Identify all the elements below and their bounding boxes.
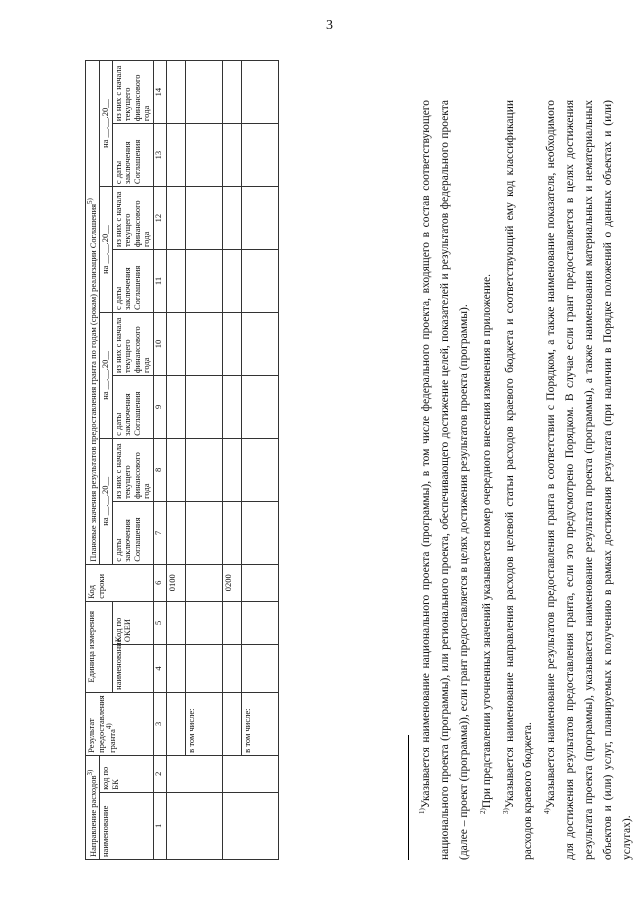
- col-number: 8: [153, 438, 166, 501]
- year-header-4: на __.__.20__: [100, 61, 113, 187]
- col-number: 14: [153, 61, 166, 124]
- footnotes: [408, 100, 637, 860]
- col-number: 5: [153, 601, 166, 644]
- subheader-from-agreement: с даты заключения Соглашения: [112, 124, 153, 187]
- subheader-current-year: из них с начала текущего финансового года: [112, 438, 153, 501]
- subheader-unit-name: наименование: [112, 645, 153, 693]
- header-planned: Плановые значения результатов предоставления гранта по годам (срокам) реализации Соглашения$^{5)}$: [86, 61, 100, 565]
- col-number: 10: [153, 312, 166, 375]
- footnote-divider: [408, 735, 409, 860]
- col-number: 2: [153, 755, 166, 792]
- year-header-3: на __.__.20__: [100, 187, 113, 313]
- table-row: [222, 61, 241, 860]
- header-line-code: Код строки: [86, 564, 154, 601]
- header-direction: Направление расходов$^{3)}$: [86, 755, 100, 859]
- footnote-4: $^{4)}$Указывается наименование результатов предоставления гранта в соответствии с Порядком, а также наименование показателя, необходимого для достижения результатов предоставления гранта, если это предусмотрено Порядком. В случае если грант предоставляется в целях достижения результата проекта (программы), указывается наименование результата проекта (программы), а также наименования материальных и нематериальных объектов и (или) услуг, планируемых к получению в рамках достижения результата (при наличии в Порядке положений о данных объектах и (или) услугах).: [543, 100, 634, 860]
- rotated-content: [85, 60, 634, 860]
- year-header-2: на __.__.20__: [100, 312, 113, 438]
- subheader-kbk: код по БК: [100, 755, 154, 792]
- footnote-1: $^{1)}$Указывается наименование национального проекта (программы), в том числе федерального проекта, входящего в состав соответствующего национального проекта (программы), или регионального проекта, обеспечивающего достижение целей, показателей и результатов федерального проекта (далее – проект (программа)), если грант предоставляется в целях достижения результатов проекта (программы).: [418, 100, 470, 860]
- col-number: 12: [153, 187, 166, 250]
- subheader-current-year: из них с начала текущего финансового года: [112, 312, 153, 375]
- header-unit: Единица измерения: [86, 601, 113, 692]
- line-code-cell: 0100: [166, 564, 185, 601]
- footnote-3: $^{3)}$Указывается наименование направления расходов целевой статьи расходов краевого бюджета и соответствующий ему код классификации расходов краевого бюджета.: [501, 100, 535, 860]
- column-number-row: [153, 61, 166, 860]
- results-table: [85, 60, 279, 860]
- subheader-okei: Код по ОКЕИ: [112, 601, 153, 644]
- col-number: 7: [153, 501, 166, 564]
- col-number: 6: [153, 564, 166, 601]
- subheader-name: наименование: [100, 792, 154, 859]
- table-row: [185, 61, 222, 860]
- subheader-from-agreement: с даты заключения Соглашения: [112, 501, 153, 564]
- subheader-current-year: из них с начала текущего финансового года: [112, 61, 153, 124]
- subheader-from-agreement: с даты заключения Соглашения: [112, 375, 153, 438]
- included-label: в том числе:: [241, 692, 278, 755]
- subheader-current-year: из них с начала текущего финансового года: [112, 187, 153, 250]
- col-number: 4: [153, 645, 166, 693]
- year-header-1: на __.__.20__: [100, 438, 113, 564]
- subheader-from-agreement: с даты заключения Соглашения: [112, 250, 153, 313]
- col-number: 9: [153, 375, 166, 438]
- included-label: в том числе:: [185, 692, 222, 755]
- table-row: [166, 61, 185, 860]
- page-number: 3: [326, 18, 333, 33]
- col-number: 11: [153, 250, 166, 313]
- header-result: Результат предоставления гранта$^{4)}$: [86, 692, 154, 755]
- col-number: 1: [153, 792, 166, 859]
- footnote-2: $^{2)}$При представлении уточненных значений указывается номер очередного внесения изменения в приложение.: [478, 273, 493, 814]
- col-number: 13: [153, 124, 166, 187]
- line-code-cell: 0200: [222, 564, 241, 601]
- table-row: [241, 61, 278, 860]
- col-number: 3: [153, 692, 166, 755]
